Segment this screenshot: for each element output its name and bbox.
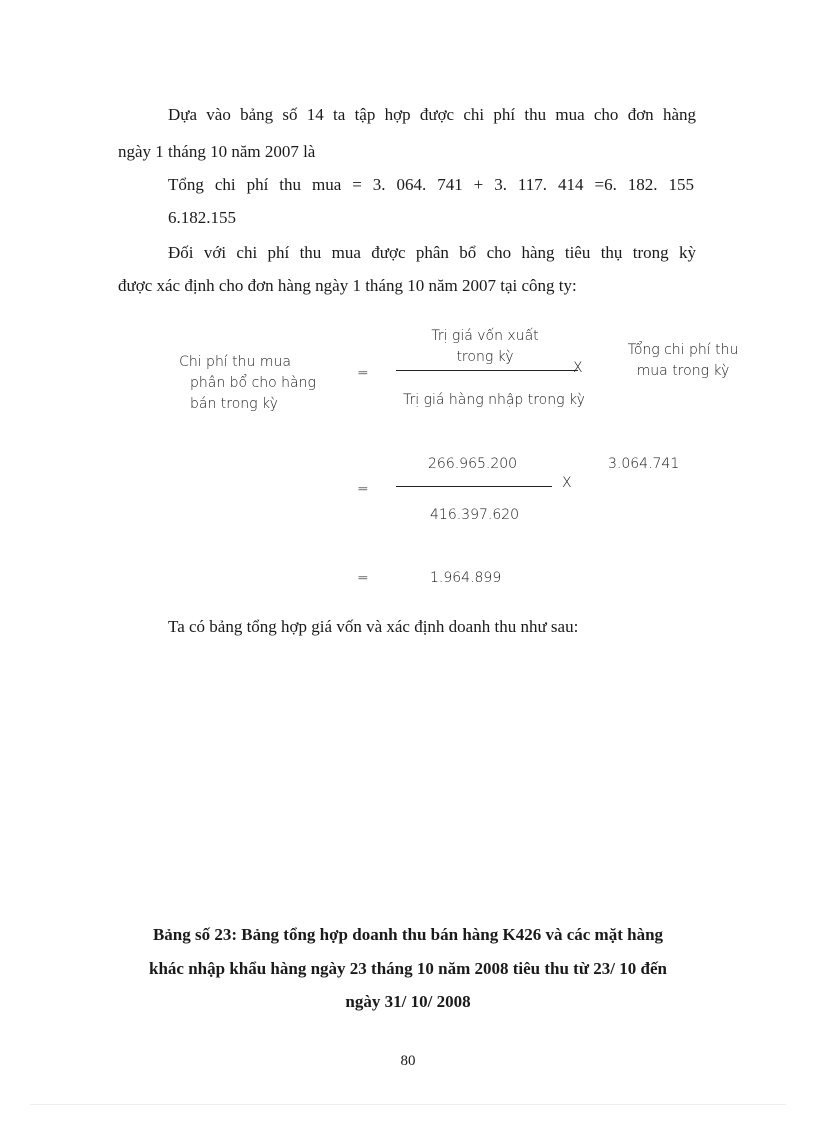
formula-lhs-line-3: bán trong kỳ: [190, 396, 278, 412]
paragraph-2-line-2: được xác định cho đơn hàng ngày 1 tháng 10 năm 2007 tại công ty:: [118, 276, 577, 295]
calculation-denominator: 416.397.620: [430, 507, 520, 523]
formula-multiplier-line-2: mua trong kỳ: [636, 363, 730, 379]
formula-equals: =: [357, 365, 369, 381]
paragraph-1-line-1: Dựa vào bảng số 14 ta tập hợp được chi phí thu mua cho đơn hàng: [168, 105, 696, 124]
paragraph-1-line-2: ngày 1 tháng 10 năm 2007 là: [118, 142, 316, 161]
formula-numerator-line-1: Trị giá vốn xuất: [431, 328, 539, 344]
formula-times: X: [573, 360, 583, 376]
formula-denominator: Trị giá hàng nhập trong kỳ: [403, 392, 585, 408]
calculation-times: X: [562, 475, 572, 491]
result-value: 1.964.899: [430, 570, 502, 586]
calculation-numerator: 266.965.200: [428, 456, 518, 472]
formula-multiplier-line-1: Tổng chi phí thu: [627, 342, 739, 358]
page-number: 80: [400, 1053, 416, 1069]
page-bottom-divider: [30, 1104, 786, 1105]
table-caption-line-3: ngày 31/ 10/ 2008: [345, 992, 471, 1011]
result-equals: =: [357, 570, 369, 586]
formula-numerator-line-2: trong kỳ: [456, 349, 514, 365]
total-cost-line: Tổng chi phí thu mua = 3. 064. 741 + 3. 117. 414 =6. 182. 155: [168, 175, 694, 194]
calculation-equals: =: [357, 481, 369, 497]
formula-lhs: [170, 352, 330, 415]
formula-multiplier: [618, 340, 748, 382]
table-caption-line-2: khác nhập khẩu hàng ngày 23 tháng 10 năm 2008 tiêu thu từ 23/ 10 đến: [149, 959, 667, 978]
paragraph-2-line-1: Đối với chi phí thu mua được phân bổ cho hàng tiêu thụ trong kỳ: [168, 243, 696, 262]
formula-lhs-line-2: phân bổ cho hàng: [190, 375, 316, 391]
table-intro-text: Ta có bảng tổng hợp giá vốn và xác định doanh thu như sau:: [168, 617, 579, 636]
calculation-multiplier: 3.064.741: [608, 456, 680, 472]
table-caption-line-1: Bảng số 23: Bảng tổng hợp doanh thu bán hàng K426 và các mặt hàng: [152, 925, 664, 944]
total-cost-value: 6.182.155: [168, 208, 236, 227]
formula-fraction-bar: [396, 370, 578, 371]
formula-numerator: [396, 326, 574, 368]
calculation-fraction-bar: [396, 486, 552, 487]
formula-lhs-line-1: Chi phí thu mua: [179, 354, 291, 370]
